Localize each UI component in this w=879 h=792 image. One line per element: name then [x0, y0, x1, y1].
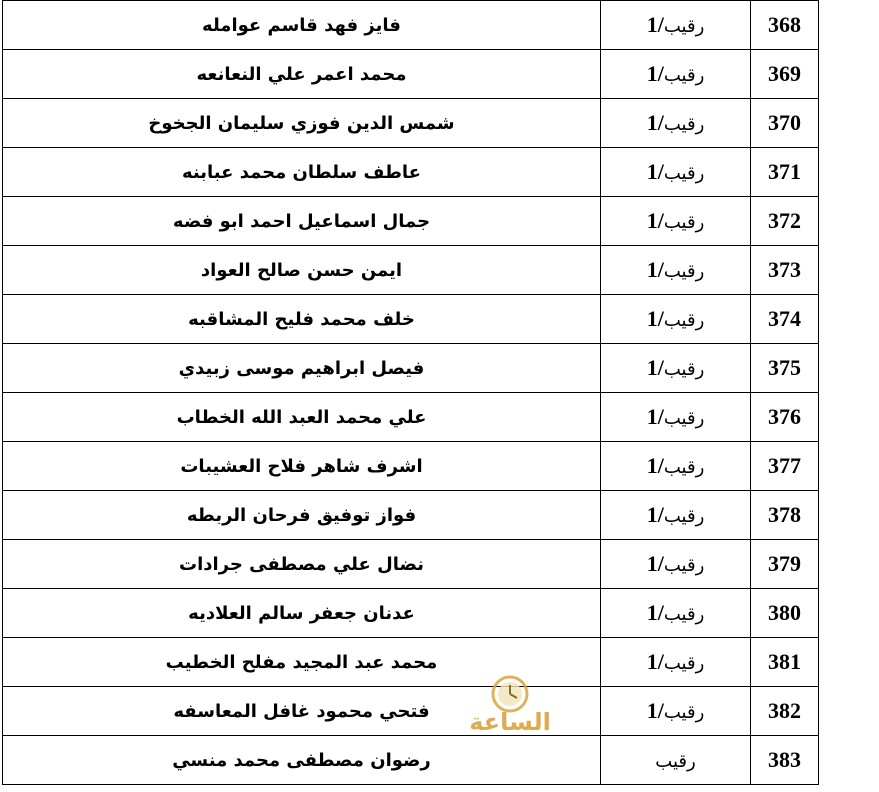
rank-cell [601, 148, 751, 197]
logo-wordmark: الساعة [469, 708, 551, 736]
rank-label: رقيب [663, 359, 705, 380]
table-row [3, 295, 819, 344]
roster-body [3, 1, 819, 785]
person-name: فايز فهد قاسم عوامله [3, 1, 601, 50]
rank-label: رقيب [663, 16, 705, 37]
rank-cell [601, 246, 751, 295]
table-row [3, 736, 819, 785]
row-number: 372 [751, 197, 819, 246]
person-name: شمس الدين فوزي سليمان الجخوخ [3, 99, 601, 148]
rank-label: رقيب [663, 163, 705, 184]
row-number: 377 [751, 442, 819, 491]
person-name: جمال اسماعيل احمد ابو فضه [3, 197, 601, 246]
rank-grade: /1 [646, 355, 664, 380]
rank-label: رقيب [663, 653, 705, 674]
rank-label: رقيب [663, 65, 705, 86]
row-number: 376 [751, 393, 819, 442]
person-name: عدنان جعفر سالم العلاديه [3, 589, 601, 638]
rank-grade: /1 [646, 208, 664, 233]
rank-cell [601, 638, 751, 687]
table-row [3, 99, 819, 148]
rank-grade: /1 [646, 551, 664, 576]
table-row [3, 393, 819, 442]
rank-cell [601, 50, 751, 99]
rank-label: رقيب [663, 457, 705, 478]
rank-label: رقيب [663, 604, 705, 625]
rank-label: رقيب [663, 702, 705, 723]
rank-label: رقيب [663, 408, 705, 429]
rank-cell [601, 393, 751, 442]
row-number: 370 [751, 99, 819, 148]
table-row [3, 50, 819, 99]
table-row [3, 246, 819, 295]
rank-label: رقيب [663, 310, 705, 331]
person-name: محمد اعمر علي النعانعه [3, 50, 601, 99]
rank-label: رقيب [663, 555, 705, 576]
person-name: علي محمد العبد الله الخطاب [3, 393, 601, 442]
rank-grade: /1 [646, 257, 664, 282]
person-name: فواز توفيق فرحان الربطه [3, 491, 601, 540]
rank-grade: /1 [646, 110, 664, 135]
rank-label: رقيب [663, 261, 705, 282]
row-number: 374 [751, 295, 819, 344]
person-name: محمد عبد المجيد مفلح الخطيب [3, 638, 601, 687]
table-row [3, 540, 819, 589]
rank-grade: /1 [646, 61, 664, 86]
rank-label: رقيب [663, 212, 705, 233]
row-number: 369 [751, 50, 819, 99]
rank-cell [601, 540, 751, 589]
page-margin [819, 0, 879, 792]
person-name: رضوان مصطفى محمد منسي [3, 736, 601, 785]
roster-table [2, 0, 819, 785]
rank-grade: /1 [646, 159, 664, 184]
row-number: 380 [751, 589, 819, 638]
table-row [3, 344, 819, 393]
rank-grade: /1 [646, 698, 664, 723]
rank-cell [601, 99, 751, 148]
rank-grade: /1 [646, 502, 664, 527]
table-row [3, 148, 819, 197]
rank-label: رقيب [655, 751, 696, 772]
row-number: 373 [751, 246, 819, 295]
rank-cell [601, 491, 751, 540]
person-name: ايمن حسن صالح العواد [3, 246, 601, 295]
row-number: 371 [751, 148, 819, 197]
row-number: 379 [751, 540, 819, 589]
person-name: خلف محمد فليح المشاقبه [3, 295, 601, 344]
rank-label: رقيب [663, 506, 705, 527]
rank-cell [601, 687, 751, 736]
person-name: نضال علي مصطفى جرادات [3, 540, 601, 589]
table-row [3, 1, 819, 50]
row-number: 382 [751, 687, 819, 736]
table-row [3, 687, 819, 736]
rank-cell [601, 442, 751, 491]
rank-grade: /1 [646, 453, 664, 478]
rank-cell [601, 295, 751, 344]
row-number: 383 [751, 736, 819, 785]
rank-grade: /1 [646, 306, 664, 331]
rank-cell [601, 197, 751, 246]
table-row [3, 589, 819, 638]
row-number: 368 [751, 1, 819, 50]
table-row [3, 638, 819, 687]
person-name: فتحي محمود غافل المعاسفه [3, 687, 601, 736]
table-row [3, 197, 819, 246]
rank-grade: /1 [646, 12, 664, 37]
table-row [3, 491, 819, 540]
rank-cell [601, 1, 751, 50]
rank-cell [601, 736, 751, 785]
table-row [3, 442, 819, 491]
row-number: 381 [751, 638, 819, 687]
rank-cell [601, 344, 751, 393]
rank-grade: /1 [646, 404, 664, 429]
row-number: 378 [751, 491, 819, 540]
row-number: 375 [751, 344, 819, 393]
rank-grade: /1 [646, 600, 664, 625]
person-name: فيصل ابراهيم موسى زبيدي [3, 344, 601, 393]
person-name: اشرف شاهر فلاح العشيبات [3, 442, 601, 491]
person-name: عاطف سلطان محمد عبابنه [3, 148, 601, 197]
rank-cell [601, 589, 751, 638]
rank-label: رقيب [663, 114, 705, 135]
rank-grade: /1 [646, 649, 664, 674]
